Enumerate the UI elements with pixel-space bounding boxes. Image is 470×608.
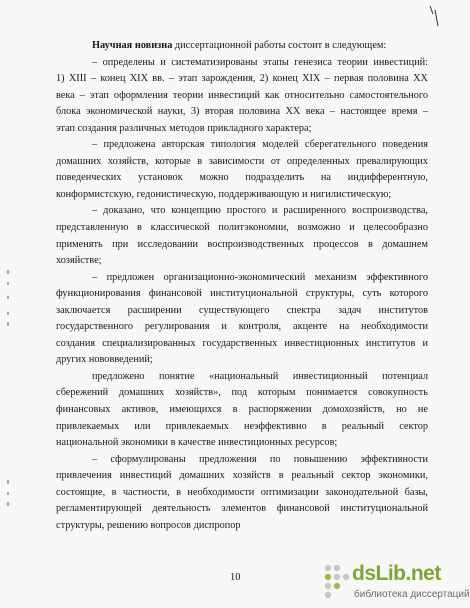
text-line: предложено понятие «национальный инвестиционный потенциал (92, 370, 428, 382)
dslib-logo-icon (320, 560, 350, 600)
text-line: государственного регулирования и контроля, акценте на необходимости (56, 321, 428, 333)
text-line: поведенческих установок можно подразделить на индифферентную, (56, 172, 428, 184)
heading-rest: диссертационной работы состоит в следующем: (172, 40, 387, 51)
text-line: – сформулированы предложения по повышению эффективности (92, 453, 428, 465)
text-line: хозяйстве; (56, 255, 102, 267)
heading-bold: Научная новизна (92, 40, 173, 51)
text-line: регламентирующей деятельность элементов финансовой институциональной (56, 503, 428, 515)
scan-artifact-mark (428, 4, 442, 30)
text-line: – предложена авторская типология моделей сберегательного поведения (92, 139, 428, 151)
text-line: привлекаемых или привлекаемых неэффективно в реальный сектор (56, 420, 428, 432)
text-line: – определены и систематизированы этапы генезиса теории инвестиций: (92, 56, 428, 68)
text-line: применять при исследовании воспроизводственных процессов в домашнем (56, 238, 428, 250)
text-line: 1) XIII – конец XIX вв. – этап зарождения, 2) конец XIX – первая половина XX (56, 73, 428, 85)
text-line: национальной экономики в качестве инвестиционных ресурсов; (56, 437, 338, 449)
text-line: – предложен организационно-экономический механизм эффективного (92, 271, 428, 283)
text-line: состоящие, в частности, в необходимости оптимизации законодательной базы, (56, 486, 428, 498)
scan-artifact-ticks-lower (6, 478, 10, 508)
text-line: – доказано, что концепцию простого и расширенного воспроизводства, (92, 205, 428, 217)
text-line: века – этап оформления теории инвестиций как относительно самостоятельного (56, 89, 428, 101)
scan-artifact-ticks (6, 268, 10, 328)
text-line: представленную в классической политэкономии, возможно и целесообразно (56, 222, 428, 234)
text-line: создания специализированных государственных инвестиционных институтов и (56, 337, 428, 349)
document-body (56, 38, 428, 534)
text-line: этап создания различных методов прикладного характера; (56, 122, 312, 134)
text-line: сбережений домашних хозяйств», под которым понимается совокупность (56, 387, 428, 399)
text-line: структуры, решению вопросов диспропор (56, 519, 241, 531)
text-line: конформистскую, гедонистическую, поддерживающую и нигилистическую; (56, 188, 392, 200)
text-line: функционирования финансовой институциональной структуры, суть которого (56, 288, 428, 300)
text-line: финансовых активов, имеющихся в распоряжении домохозяйств, но не (56, 404, 428, 416)
watermark[interactable] (320, 560, 470, 606)
watermark-brand: dsLib.net (352, 562, 441, 585)
text-line: домашних хозяйств, которые в зависимости от определенных превалирующих (56, 155, 428, 167)
text-line: заключается расширении существующего спектра задач институтов (56, 304, 428, 316)
heading-line (56, 38, 428, 55)
text-line: привлечения инвестиций домашних хозяйств в реальный сектор экономики, (56, 470, 428, 482)
text-line: блока экономической науки, 3) вторая половина XX века – настоящее время – (56, 106, 428, 118)
text-line: других нововведений; (56, 354, 153, 366)
page-number: 10 (230, 572, 241, 583)
watermark-subtitle: библиотека диссертаций (354, 589, 470, 600)
